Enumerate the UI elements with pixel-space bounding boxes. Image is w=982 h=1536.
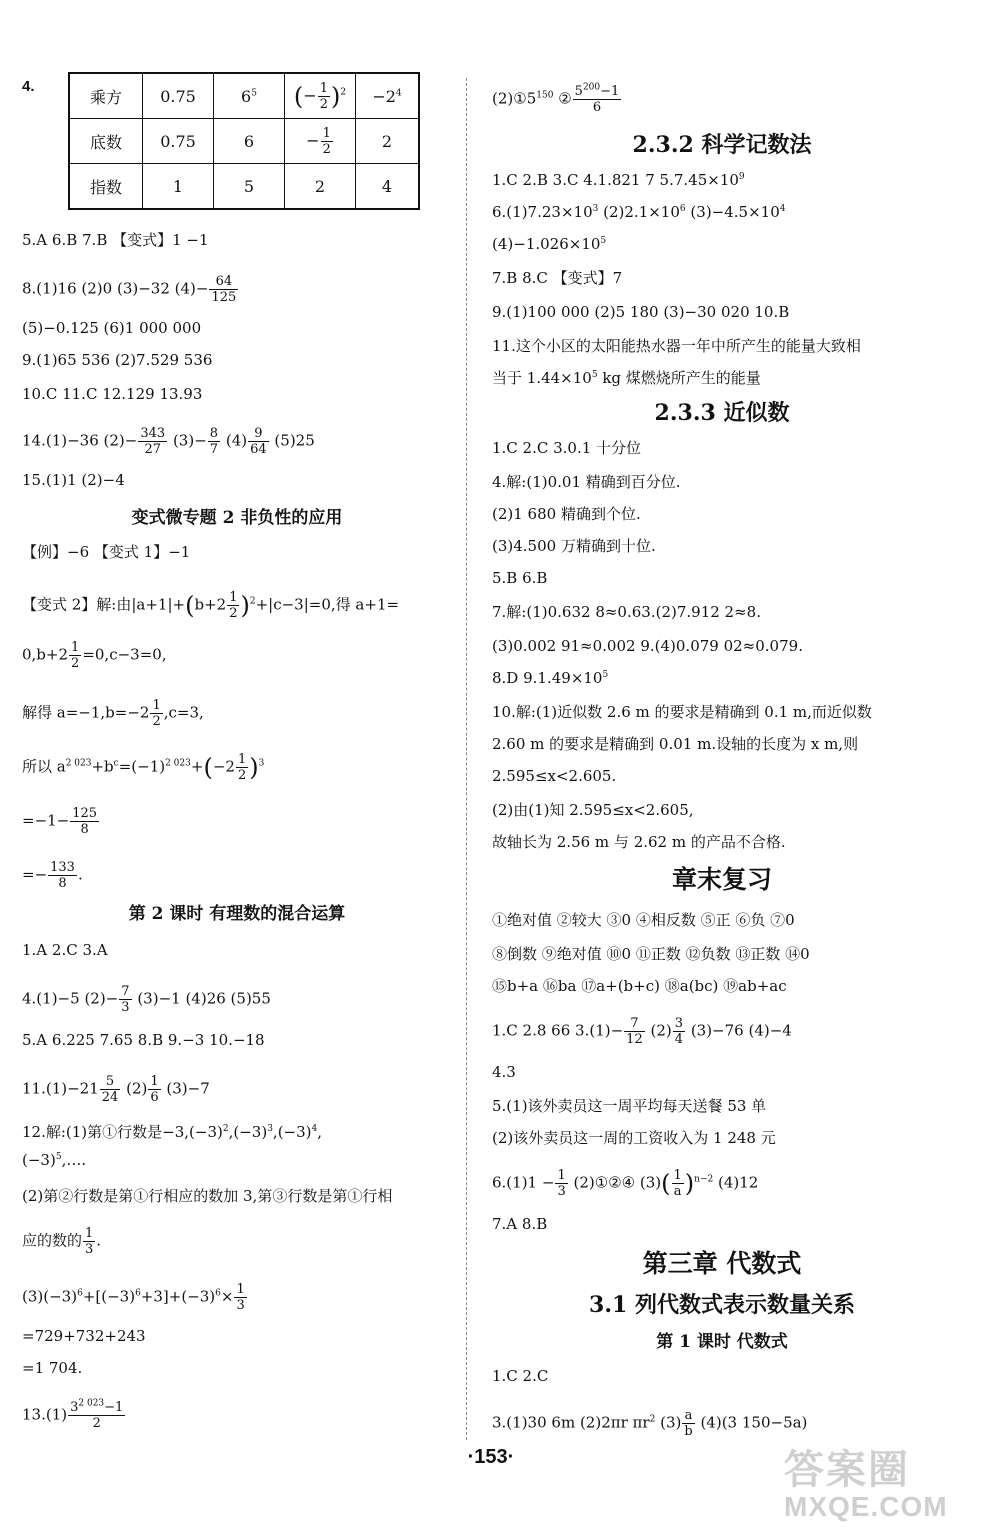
watermark-cn: 答案圈 [784,1448,910,1492]
answer-line: $(4)-1.026\times 10^5$ [492,235,607,253]
chapter-heading: 第三章 代数式 [642,1249,802,1278]
section-heading: 第 2 课时 有理数的混合运算 [128,904,346,924]
answer-line: (2)由(1)知 2.595≤x<2.605, [492,801,694,819]
answer-line: $6.(1)7.23\times 10^3$ $(2)2.1\times 10^6$ $(3)-4.5\times 10^4$ [492,203,786,221]
answer-line: 1.C 2.B 3.C 4.1.821 7 $5.7.45\times 10^9$ [492,171,745,189]
answer-line: 10.解:(1)近似数 2.6 m 的要求是精确到 0.1 m,而近似数 [492,703,872,721]
table-cell: $6^5$ [214,73,285,119]
table-cell: 乘方 [69,73,143,119]
table-cell: 指数 [69,164,143,210]
table-cell: 6 [214,119,285,164]
answer-line: 应的数的 $\frac{1}{3}$ . [22,1226,102,1257]
column-divider [466,78,467,1440]
answer-line: 7.B 8.C 【变式】7 [492,269,623,287]
answer-line: 14.(1)−36 (2)− $\frac{343}{27}$ (3)− $\frac{8}{7}$ (4) $\frac{9}{64}$ (5)25 [22,426,315,457]
answer-line: 13.(1) $\frac{3^{2 023}-1}{2}$ [22,1398,124,1431]
watermark-logo [784,1448,964,1528]
section-heading: 章末复习 [671,865,772,894]
table-row [69,164,419,210]
table-cell: 1 [143,164,214,210]
answer-line: 7.A 8.B [492,1215,548,1233]
answer-line: $(3)(-3)^6+[(-3)^6+3]+(-3)^6\times$ $\frac{1}{3}$ [22,1282,245,1313]
table-cell: − $\frac{1}{2}$ [285,119,356,164]
answer-line: 15.(1)1 (2)−4 [22,471,125,489]
answer-line: 6.(1)1 − $\frac{1}{3}$ (2)①②④ (3)( $\frac{1}{a}$ )$^{n-2}$ (4)12 [492,1168,759,1199]
answer-line: (2)第②行数是第①行相应的数加 3,第③行数是第①行相 [22,1187,393,1205]
answer-line: 故轴长为 2.56 m 与 2.62 m 的产品不合格. [492,833,786,851]
answer-line: (2)该外卖员这一周的工资收入为 1 248 元 [492,1129,776,1147]
answer-line: 1.C 2.C 3.0.1 十分位 [492,439,642,457]
answer-line: 8.D $9.1.49\times 10^5$ [492,669,609,687]
answer-line: $(2)①5^{150}$ ② $\frac{5^{200}-1}{6}$ [492,82,620,115]
table-cell: 底数 [69,119,143,164]
power-table [68,72,420,210]
answer-line: 1.C 2.8 66 3.(1)− $\frac{7}{12}$ (2) $\frac{3}{4}$ (3)−76 (4)−4 [492,1016,792,1047]
answer-line: 12.解:(1)第①行数是$-3,(-3)^2,(-3)^3,(-3)^4$, [22,1123,323,1141]
answer-line: ⑧倒数 ⑨绝对值 ⑩0 ⑪正数 ⑫负数 ⑬正数 ⑭0 [492,945,810,963]
answer-line: 4.3 [492,1063,516,1081]
answer-line: 5.(1)该外卖员这一周平均每天送餐 53 单 [492,1097,767,1115]
answer-line: 所以 $a^{2 023}+b^c=(-1)^{2 023}+(-2$ $\frac{1}{2}$ )$^3$ [22,752,265,783]
answer-line: 10.C 11.C 12.129 13.93 [22,385,203,403]
answer-line: 5.A 6.225 7.65 8.B 9.−3 10.−18 [22,1031,265,1049]
section-heading: 第 1 课时 代数式 [656,1332,788,1352]
answer-line: ①绝对值 ②较大 ③0 ④相反数 ⑤正 ⑥负 ⑦0 [492,911,795,929]
section-heading: 2.3.3 近似数 [654,400,790,426]
answer-line: 11.(1)−21 $\frac{5}{24}$ (2) $\frac{1}{6}$ (3)−7 [22,1074,210,1105]
answer-line: 5.A 6.B 7.B 【变式】1 −1 [22,231,209,249]
table-cell: $-2^4$ [356,73,420,119]
answer-line: 8.(1)16 (2)0 (3)−32 (4)− $\frac{64}{125}$ [22,274,237,305]
answer-line: 5.B 6.B [492,569,548,587]
answer-line: 1.C 2.C [492,1367,549,1385]
answer-line: (3)0.002 91≈0.002 9.(4)0.079 02≈0.079. [492,637,803,655]
section-heading: 3.1 列代数式表示数量关系 [589,1292,855,1318]
answer-line: 当于 $1.44\times 10^5$ kg 煤燃烧所产生的能量 [492,369,761,387]
answer-line: =1 704. [22,1359,83,1377]
answer-line: 0,b+2 $\frac{1}{2}$ =0,c−3=0, [22,640,167,671]
answer-line: =729+732+243 [22,1327,146,1345]
answer-line: 9.(1)100 000 (2)5 180 (3)−30 020 10.B [492,303,790,321]
answer-line: 1.A 2.C 3.A [22,941,108,959]
answer-line: 【变式 2】解:由|a+1|+(b+2 $\frac{1}{2}$ )$^2$+|c−3|=0,得 a+1= [22,590,400,621]
answer-line: 7.解:(1)0.632 8≈0.63.(2)7.912 2≈8. [492,603,761,621]
answer-line: 9.(1)65 536 (2)7.529 536 [22,351,213,369]
table-row [69,119,419,164]
answer-line: $(-3)^5,\dots$. [22,1151,87,1169]
answer-line: 4.解:(1)0.01 精确到百分位. [492,473,681,491]
table-cell: 0.75 [143,119,214,164]
table-cell: 2 [285,164,356,210]
answer-line: =−1− $\frac{125}{8}$ [22,806,98,837]
page-number: ·153· [467,1446,515,1468]
watermark-en: MXQE.COM [784,1491,948,1522]
answer-line: (5)−0.125 (6)1 000 000 [22,319,202,337]
q4-number: 4. [22,78,35,95]
table-cell: (− $\frac{1}{2}$ )$^2$ [285,73,356,119]
section-heading: 变式微专题 2 非负性的应用 [131,508,343,528]
table-cell: 2 [356,119,420,164]
answer-line: (3)4.500 万精确到十位. [492,537,656,555]
section-heading: 2.3.2 科学记数法 [632,132,812,158]
table-cell: 0.75 [143,73,214,119]
table-cell: 4 [356,164,420,210]
table-row [69,73,419,119]
answer-line: 2.60 m 的要求是精确到 0.01 m.设轴的长度为 x m,则 [492,735,859,753]
answer-line: 2.595≤x<2.605. [492,767,617,785]
answer-line: 3.(1)30 6m (2)2πr $\pi r^2$ (3) $\frac{a}{b}$ (4)(3 150−5a) [492,1408,808,1439]
answer-line: 11.这个小区的太阳能热水器一年中所产生的能量大致相 [492,337,861,355]
answer-line: 【例】−6 【变式 1】−1 [22,543,191,561]
answer-line: =− $\frac{133}{8}$ . [22,860,83,891]
answer-line: 解得 a=−1,b=−2 $\frac{1}{2}$ ,c=3, [22,698,204,729]
answer-line: 4.(1)−5 (2)− $\frac{7}{3}$ (3)−1 (4)26 (5)55 [22,984,271,1015]
answer-line: ⑮b+a ⑯ba ⑰a+(b+c) ⑱a(bc) ⑲ab+ac [492,977,787,995]
answer-line: (2)1 680 精确到个位. [492,505,641,523]
table-cell: 5 [214,164,285,210]
